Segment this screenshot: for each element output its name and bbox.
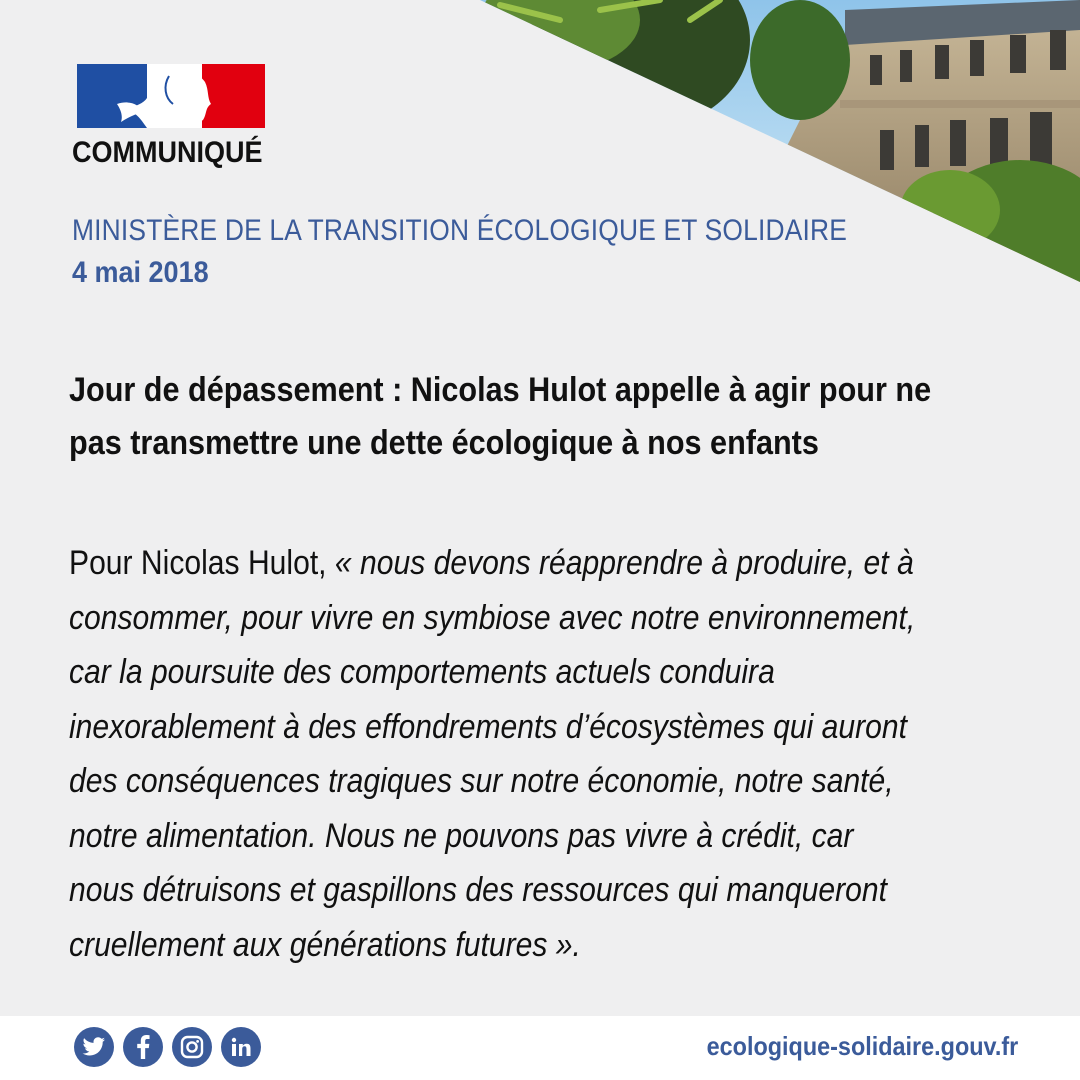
headline-line: Jour de dépassement : Nicolas Hulot appelle à agir pour ne bbox=[69, 371, 932, 409]
quote-line: consommer, pour vivre en symbiose avec notre environnement, bbox=[69, 598, 916, 637]
quote-line: nous détruisons et gaspillons des ressources qui manqueront bbox=[69, 871, 887, 909]
quote-line: des conséquences tragiques sur notre économie, notre santé, bbox=[69, 762, 894, 800]
linkedin-icon[interactable] bbox=[221, 1027, 261, 1067]
quote-line: cruellement aux générations futures ». bbox=[69, 925, 581, 964]
twitter-icon[interactable] bbox=[74, 1027, 114, 1067]
intro-text: Pour Nicolas Hulot, bbox=[69, 544, 335, 582]
instagram-icon[interactable] bbox=[172, 1027, 212, 1067]
website-link[interactable]: ecologique-solidaire.gouv.fr bbox=[706, 1031, 1018, 1061]
headline bbox=[69, 364, 1014, 470]
social-links bbox=[74, 1027, 261, 1067]
publication-date: 4 mai 2018 bbox=[72, 256, 209, 289]
marianne-logo bbox=[77, 64, 265, 128]
quote-line: notre alimentation. Nous ne pouvons pas vivre à crédit, car bbox=[69, 816, 854, 855]
ministry-name: MINISTÈRE DE LA TRANSITION ÉCOLOGIQUE ET SOLIDAIRE bbox=[72, 214, 848, 247]
communique-label: COMMUNIQUÉ bbox=[72, 136, 263, 169]
facebook-icon[interactable] bbox=[123, 1027, 163, 1067]
quote-line: car la poursuite des comportements actuels conduira bbox=[69, 653, 775, 691]
quote-line bbox=[69, 536, 1034, 591]
headline-line: pas transmettre une dette écologique à nos enfants bbox=[69, 424, 819, 462]
quote-paragraph bbox=[69, 536, 1034, 972]
quote-line: inexorablement à des effondrements d’écosystèmes qui auront bbox=[69, 707, 907, 746]
quote-text: « nous devons réapprendre à produire, et à bbox=[334, 544, 914, 582]
